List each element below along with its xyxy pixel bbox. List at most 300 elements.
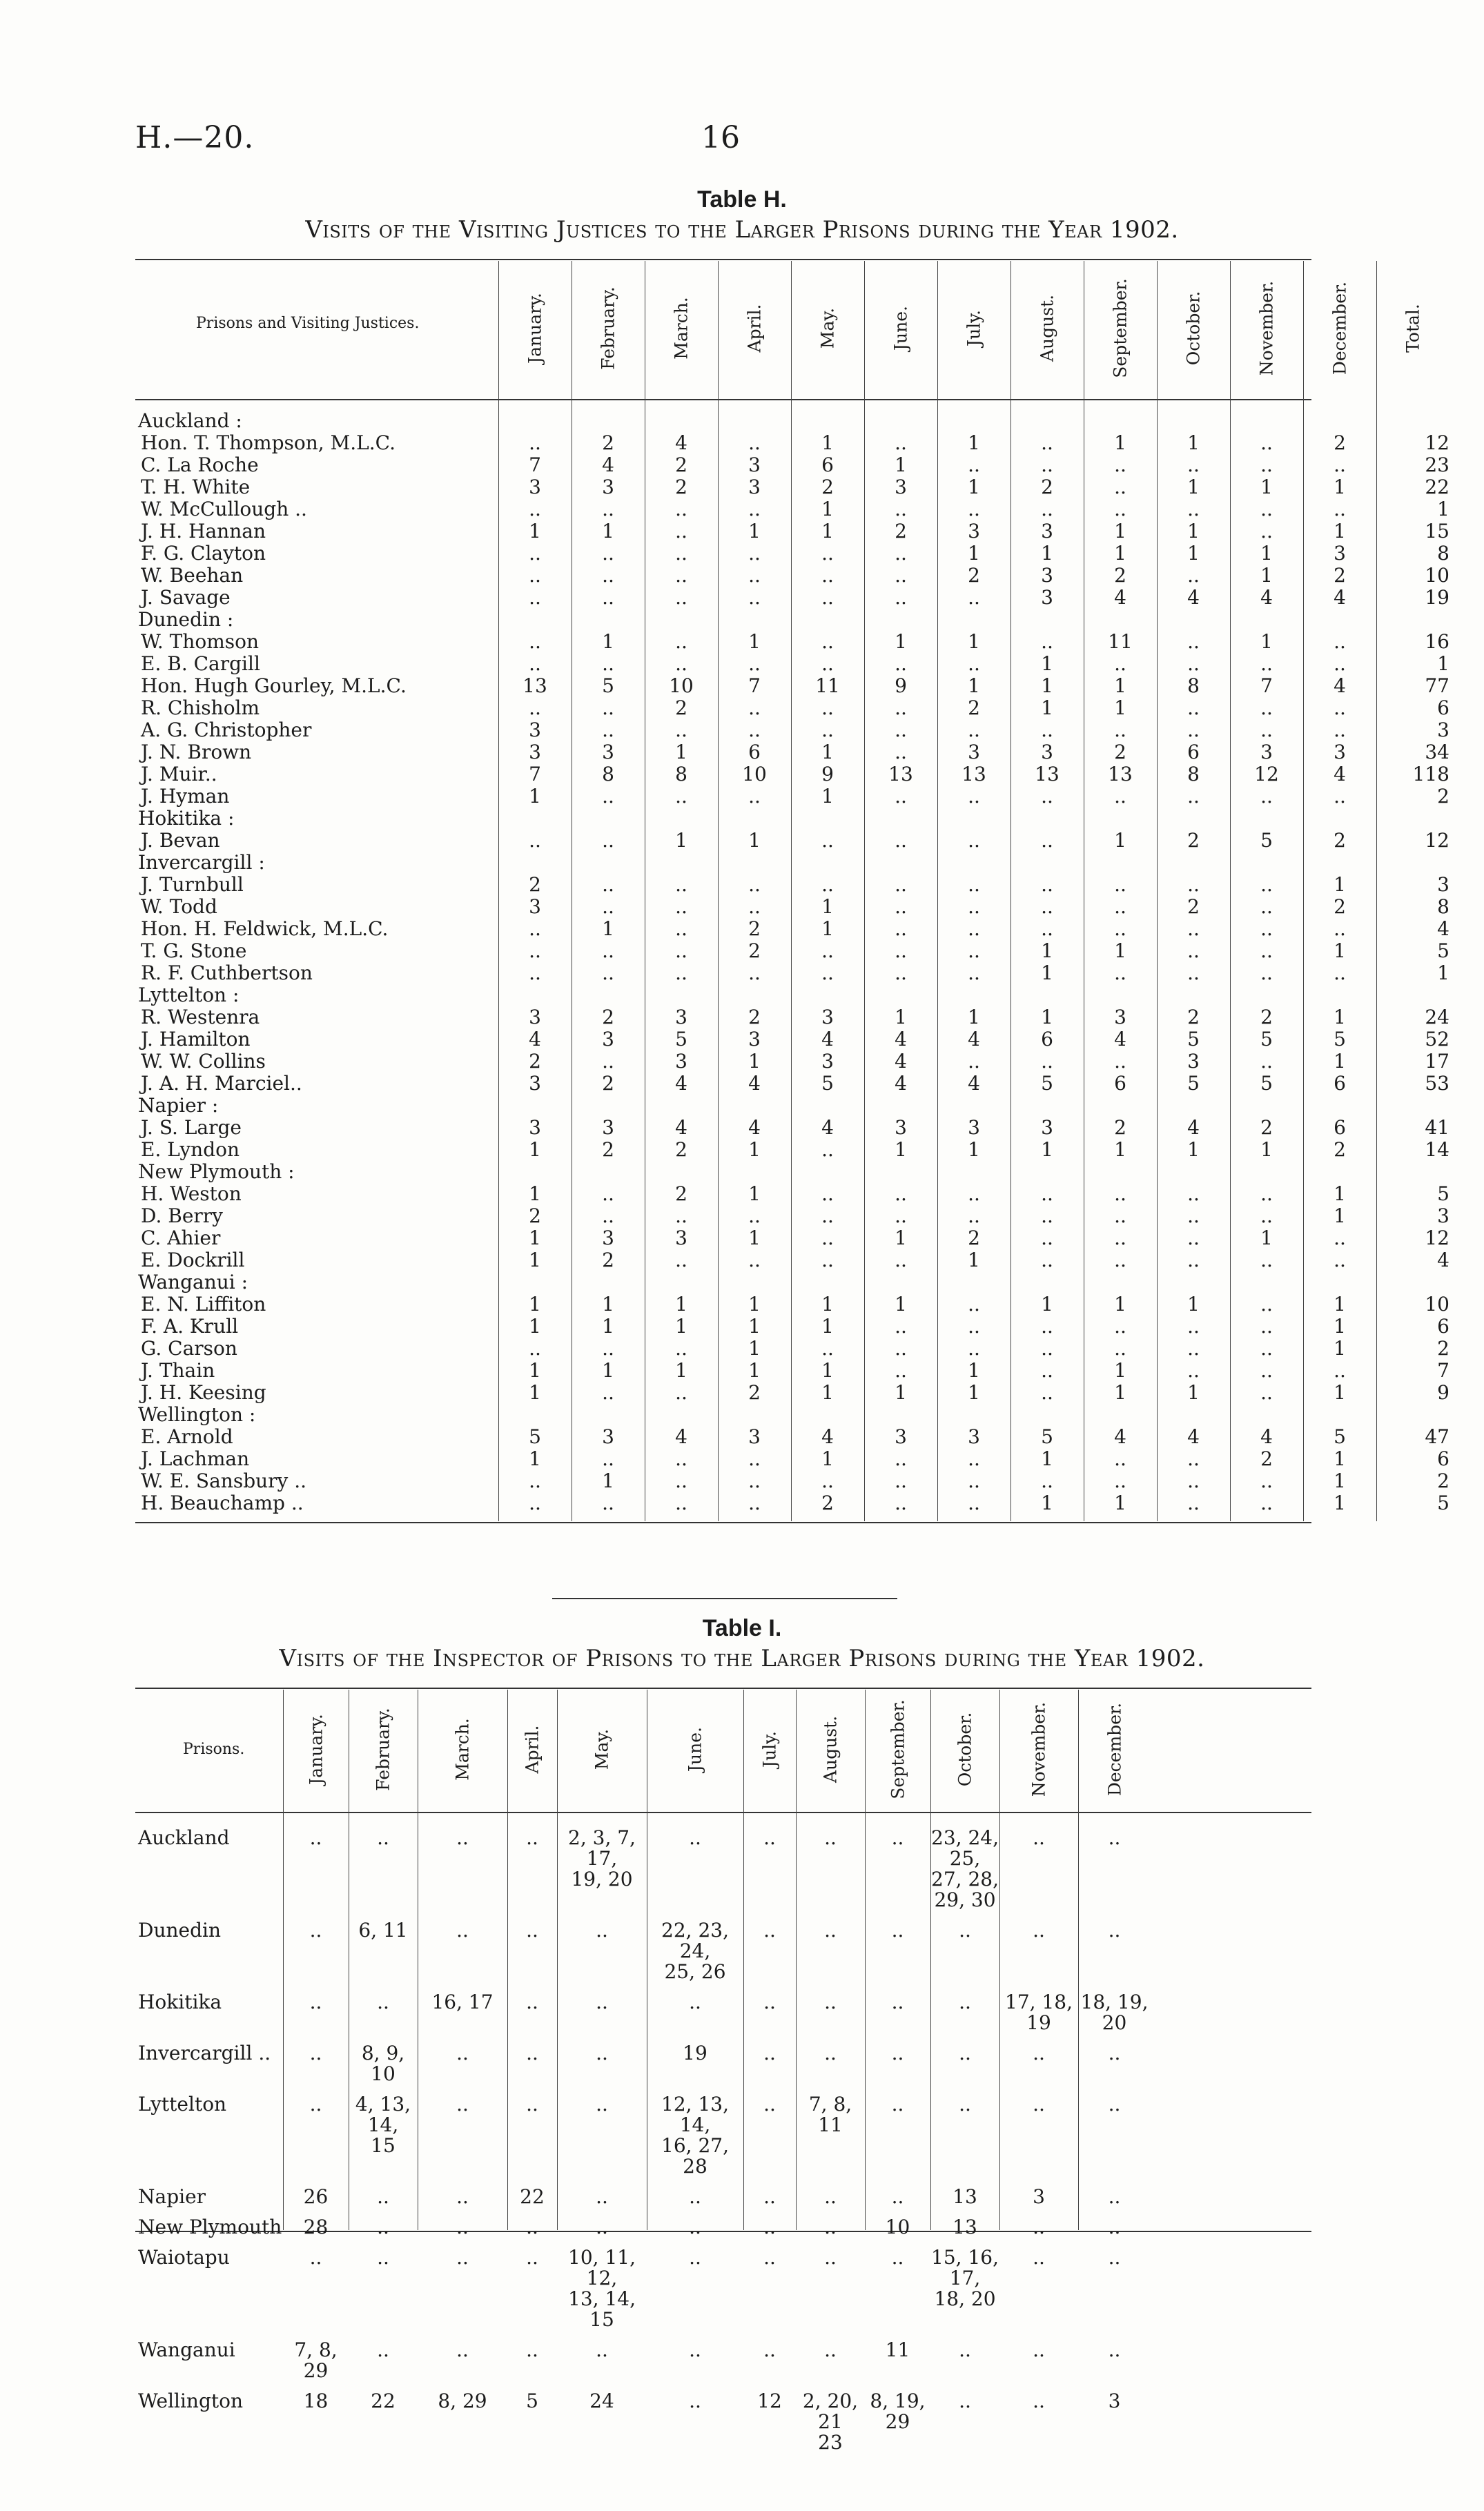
visit-count: 5: [1187, 1072, 1200, 1095]
visit-count: ..: [1187, 917, 1200, 940]
visit-days: ..: [959, 2093, 971, 2116]
row-total: [1376, 1404, 1459, 1426]
visit-count: [1303, 808, 1376, 830]
justice-name: D. Berry: [141, 1204, 223, 1227]
visit-count: ..: [1187, 1249, 1200, 1271]
table-h-row: [138, 940, 1459, 962]
table-h-row: [138, 653, 1459, 675]
visit-count: 1: [1114, 431, 1126, 454]
visit-days: ..: [456, 2185, 469, 2208]
visit-count: 7: [748, 674, 761, 697]
visit-count: 1: [529, 1182, 541, 1205]
visit-count: [1084, 609, 1157, 631]
visit-count: ..: [675, 873, 687, 896]
visit-count: 3: [1041, 520, 1053, 543]
visit-days: ..: [1108, 1919, 1121, 1942]
visit-count: ..: [895, 1204, 907, 1227]
visit-count: 3: [529, 1072, 541, 1095]
visit-count: [1303, 609, 1376, 631]
visit-count: [937, 609, 1011, 631]
table-h-row: [138, 896, 1459, 918]
visit-days: 13: [953, 2216, 977, 2238]
justice-name: J. S. Large: [141, 1116, 242, 1139]
visit-count: 1: [1334, 1315, 1346, 1338]
visit-count: ..: [895, 961, 907, 984]
visit-count: ..: [748, 586, 761, 609]
visit-count: [1011, 1404, 1084, 1426]
visit-count: 1: [1041, 542, 1053, 565]
row-total: 47: [1425, 1425, 1449, 1448]
row-total: 118: [1412, 763, 1449, 785]
visit-count: ..: [602, 1182, 614, 1205]
visit-count: ..: [895, 939, 907, 962]
visit-count: 1: [968, 1006, 980, 1028]
visit-count: ..: [1334, 1249, 1346, 1271]
visit-count: 1: [748, 1050, 761, 1073]
visit-count: 1: [1114, 1492, 1126, 1514]
visit-count: 5: [1041, 1425, 1053, 1448]
visit-count: [791, 808, 864, 830]
table-h-group-row: [138, 1271, 1459, 1293]
visit-count: ..: [675, 961, 687, 984]
justice-name: R. Westenra: [141, 1006, 260, 1028]
visit-count: 2: [675, 1138, 687, 1161]
visit-count: ..: [821, 939, 834, 962]
visit-count: [864, 808, 937, 830]
visit-count: ..: [895, 1182, 907, 1205]
visit-days: ..: [456, 2216, 469, 2238]
visit-count: ..: [1041, 453, 1053, 476]
visit-days: ..: [596, 2093, 608, 2116]
row-total: [1376, 852, 1459, 874]
visit-count: ..: [675, 630, 687, 653]
visit-count: ..: [748, 785, 761, 808]
visit-count: ..: [1260, 917, 1273, 940]
visit-count: 9: [895, 674, 907, 697]
visit-count: 6: [1187, 741, 1200, 763]
row-total: 2: [1437, 785, 1449, 808]
visit-days: 22: [371, 2390, 396, 2412]
justice-name: J. H. Keesing: [141, 1381, 266, 1404]
visit-count: [791, 984, 864, 1006]
visit-count: ..: [1334, 917, 1346, 940]
visit-count: 3: [748, 453, 761, 476]
visit-count: ..: [821, 829, 834, 852]
visit-count: [645, 852, 718, 874]
visit-count: [1011, 808, 1084, 830]
table-h-row: [138, 1249, 1459, 1271]
visit-count: 6: [821, 453, 834, 476]
visit-count: 3: [968, 1116, 980, 1139]
visit-count: [498, 609, 572, 631]
prison-name: Wellington :: [138, 1403, 256, 1426]
visit-count: ..: [968, 829, 980, 852]
visit-count: ..: [1334, 453, 1346, 476]
table-h-col-header: January.: [525, 293, 545, 364]
visit-count: 4: [675, 1072, 687, 1095]
visit-count: [572, 1095, 645, 1117]
visit-count: 1: [1187, 520, 1200, 543]
visit-count: ..: [602, 939, 614, 962]
visit-count: 1: [1041, 674, 1053, 697]
visit-count: 1: [821, 895, 834, 918]
visit-count: 3: [1041, 586, 1053, 609]
visit-count: ..: [602, 873, 614, 896]
visit-count: [1011, 609, 1084, 631]
visit-count: 1: [1334, 476, 1346, 498]
visit-count: ..: [1187, 1359, 1200, 1382]
visit-count: ..: [968, 1182, 980, 1205]
visit-days: ..: [456, 2093, 469, 2116]
visit-count: ..: [1114, 961, 1126, 984]
table-h-row: [138, 520, 1459, 543]
visit-count: ..: [895, 719, 907, 741]
visit-count: 3: [821, 1006, 834, 1028]
row-total: [1376, 410, 1459, 432]
visit-count: ..: [1260, 1469, 1273, 1492]
visit-count: ..: [895, 1359, 907, 1382]
visit-count: 2: [529, 873, 541, 896]
visit-count: ..: [675, 1447, 687, 1470]
visit-count: ..: [1187, 1447, 1200, 1470]
visit-count: ..: [821, 542, 834, 565]
visit-count: 1: [529, 1249, 541, 1271]
row-total: 1: [1437, 498, 1449, 520]
row-total: 3: [1437, 1204, 1449, 1227]
visit-count: ..: [895, 1447, 907, 1470]
visit-count: 1: [602, 1293, 614, 1316]
justice-name: T. H. White: [141, 476, 251, 498]
visit-count: 1: [529, 1359, 541, 1382]
table-i-col-header: November.: [1028, 1701, 1049, 1797]
visit-count: ..: [748, 961, 761, 984]
visit-count: ..: [968, 652, 980, 675]
visit-count: [1303, 1161, 1376, 1183]
visit-count: [498, 1404, 572, 1426]
visit-count: [1011, 852, 1084, 874]
visit-days: ..: [377, 1826, 389, 1849]
justice-name: J. Savage: [141, 586, 231, 609]
visit-count: ..: [1260, 453, 1273, 476]
visit-count: 2: [602, 431, 614, 454]
visit-count: ..: [529, 564, 541, 587]
row-total: 8: [1437, 895, 1449, 918]
table-h-row: [138, 1028, 1459, 1051]
visit-days: 13: [953, 2185, 977, 2208]
table-h-row: [138, 1227, 1459, 1249]
visit-count: 1: [895, 1227, 907, 1249]
row-total: 9: [1437, 1381, 1449, 1404]
visit-days: ..: [689, 2185, 701, 2208]
visit-count: 2: [968, 1227, 980, 1249]
visit-count: ..: [821, 630, 834, 653]
visit-count: ..: [895, 1249, 907, 1271]
table-h-row: [138, 763, 1459, 785]
visit-count: ..: [1187, 1492, 1200, 1514]
visit-days: ..: [526, 2246, 538, 2269]
visit-count: ..: [1114, 1050, 1126, 1073]
table-i-col-header: January.: [306, 1714, 326, 1785]
visit-count: 2: [1334, 829, 1346, 852]
visit-count: ..: [1260, 1182, 1273, 1205]
visit-count: [1230, 852, 1303, 874]
row-total: 52: [1425, 1028, 1449, 1051]
visit-count: 13: [523, 674, 547, 697]
visit-count: 3: [602, 1425, 614, 1448]
visit-count: 2: [895, 520, 907, 543]
visit-count: 1: [1334, 939, 1346, 962]
visit-count: 1: [748, 520, 761, 543]
visit-count: ..: [1041, 1050, 1053, 1073]
visit-count: 1: [1187, 431, 1200, 454]
visit-count: 4: [1260, 1425, 1273, 1448]
visit-count: ..: [675, 1381, 687, 1404]
visit-count: 1: [895, 630, 907, 653]
visit-count: ..: [821, 1227, 834, 1249]
visit-count: [572, 1404, 645, 1426]
row-total: 22: [1425, 476, 1449, 498]
visit-count: [718, 609, 791, 631]
visit-days: ..: [689, 1991, 701, 2013]
table-h-group-row: [138, 1161, 1459, 1183]
justice-name: E. Arnold: [141, 1425, 233, 1448]
visit-count: 1: [895, 1381, 907, 1404]
visit-count: ..: [1187, 939, 1200, 962]
table-i-row: [138, 2089, 1151, 2181]
visit-count: [937, 808, 1011, 830]
visit-count: ..: [1187, 1204, 1200, 1227]
visit-count: [718, 1271, 791, 1293]
visit-count: [498, 808, 572, 830]
row-total: [1376, 984, 1459, 1006]
visit-count: 1: [748, 829, 761, 852]
visit-days: ..: [526, 2338, 538, 2361]
visit-count: 4: [895, 1050, 907, 1073]
visit-count: ..: [1187, 652, 1200, 675]
visit-count: 1: [529, 520, 541, 543]
visit-count: ..: [529, 498, 541, 520]
row-total: 10: [1425, 564, 1449, 587]
visit-count: 5: [675, 1028, 687, 1051]
visit-count: 1: [968, 1359, 980, 1382]
visit-count: [1303, 1095, 1376, 1117]
visit-count: 2: [1334, 1138, 1346, 1161]
visit-count: ..: [1187, 630, 1200, 653]
visit-days: ..: [1108, 2246, 1121, 2269]
visit-count: 4: [1260, 586, 1273, 609]
visit-count: 4: [748, 1072, 761, 1095]
visit-count: 1: [1334, 1447, 1346, 1470]
visit-count: 2: [1334, 895, 1346, 918]
justice-name: J. Hyman: [141, 785, 230, 808]
visit-count: 1: [1114, 520, 1126, 543]
visit-count: [1303, 410, 1376, 432]
row-total: 5: [1437, 1182, 1449, 1205]
visit-count: 2: [1187, 1006, 1200, 1028]
row-total: 12: [1425, 829, 1449, 852]
visit-days: ..: [377, 2338, 389, 2361]
visit-count: 4: [821, 1425, 834, 1448]
table-h-col-header: September.: [1110, 278, 1131, 378]
visit-count: 3: [529, 719, 541, 741]
visit-count: ..: [1114, 1337, 1126, 1360]
visit-count: ..: [1260, 520, 1273, 543]
visit-count: 1: [821, 1381, 834, 1404]
visit-days: 17, 18, 19: [1005, 1991, 1073, 2034]
visit-count: 3: [1041, 741, 1053, 763]
visit-count: 4: [675, 1116, 687, 1139]
visit-count: ..: [895, 542, 907, 565]
visit-count: [1230, 1404, 1303, 1426]
visit-count: ..: [675, 542, 687, 565]
visit-days: ..: [377, 2216, 389, 2238]
visit-count: ..: [895, 586, 907, 609]
visit-count: 1: [1260, 1138, 1273, 1161]
visit-days: ..: [1108, 2042, 1121, 2064]
visit-count: ..: [675, 1204, 687, 1227]
row-total: 10: [1425, 1293, 1449, 1316]
row-total: 77: [1425, 674, 1449, 697]
justice-name: T. G. Stone: [141, 939, 247, 962]
table-h-row: [138, 1426, 1459, 1448]
visit-count: [1084, 1404, 1157, 1426]
visit-count: ..: [1334, 961, 1346, 984]
table-i-col-header: March.: [452, 1718, 473, 1781]
row-total: 3: [1437, 719, 1449, 741]
visit-count: [791, 1161, 864, 1183]
visit-count: ..: [968, 873, 980, 896]
visit-count: ..: [602, 719, 614, 741]
visit-count: ..: [1334, 630, 1346, 653]
visit-days: ..: [959, 2390, 971, 2412]
visit-count: ..: [602, 542, 614, 565]
visit-count: ..: [895, 696, 907, 719]
visit-days: ..: [1108, 2185, 1121, 2208]
visit-count: [1011, 1271, 1084, 1293]
visit-count: ..: [968, 1492, 980, 1514]
visit-count: ..: [602, 652, 614, 675]
visit-count: ..: [1260, 939, 1273, 962]
visit-count: 1: [1114, 1381, 1126, 1404]
visit-days: 16, 17: [431, 1991, 494, 2013]
table-i-col-header: February.: [373, 1708, 393, 1791]
table-h-group-row: [138, 984, 1459, 1006]
visit-count: 1: [1334, 1204, 1346, 1227]
visit-days: 19: [683, 2042, 707, 2064]
visit-count: ..: [1187, 498, 1200, 520]
table-i-col-header: October.: [955, 1712, 975, 1787]
table-h-col-header: June.: [890, 306, 911, 351]
visit-count: 1: [821, 785, 834, 808]
visit-count: 3: [968, 741, 980, 763]
table-i-col-header: December.: [1104, 1702, 1124, 1797]
visit-days: ..: [526, 2216, 538, 2238]
visit-count: 3: [1260, 741, 1273, 763]
table-i-col-header: April.: [522, 1725, 543, 1774]
visit-count: ..: [1041, 1249, 1053, 1271]
row-total: 1: [1437, 652, 1449, 675]
row-total: [1376, 808, 1459, 830]
visit-count: [572, 1271, 645, 1293]
visit-count: ..: [895, 1315, 907, 1338]
visit-count: 1: [968, 1381, 980, 1404]
visit-days: 23, 24, 25, 27, 28, 29, 30: [931, 1826, 999, 1911]
visit-count: ..: [1114, 498, 1126, 520]
table-h-group-row: [138, 1404, 1459, 1426]
visit-count: 1: [1041, 1138, 1053, 1161]
visit-count: 3: [895, 476, 907, 498]
visit-count: 3: [895, 1116, 907, 1139]
prison-name: Napier :: [138, 1094, 219, 1117]
visit-count: ..: [1187, 719, 1200, 741]
visit-count: ..: [1114, 1469, 1126, 1492]
visit-count: ..: [1187, 1315, 1200, 1338]
visit-count: ..: [748, 1249, 761, 1271]
visit-days: ..: [1033, 1826, 1045, 1849]
visit-count: 3: [1334, 741, 1346, 763]
visit-count: ..: [1114, 1204, 1126, 1227]
visit-count: ..: [1334, 719, 1346, 741]
visit-count: 4: [1114, 586, 1126, 609]
visit-count: 7: [1260, 674, 1273, 697]
row-total: 23: [1425, 453, 1449, 476]
visit-count: ..: [675, 586, 687, 609]
visit-count: 2: [1114, 564, 1126, 587]
visit-count: 1: [1114, 1138, 1126, 1161]
visit-count: 5: [529, 1425, 541, 1448]
visit-count: 13: [961, 763, 986, 785]
page-reference: H.—20.: [135, 120, 255, 155]
table-h-group-row: [138, 410, 1459, 432]
visit-count: ..: [821, 961, 834, 984]
visit-count: 5: [821, 1072, 834, 1095]
prison-name: Hokitika :: [138, 807, 235, 830]
visit-count: ..: [675, 652, 687, 675]
prison-name: Lyttelton: [138, 2093, 227, 2116]
visit-count: 1: [1187, 476, 1200, 498]
visit-count: [1157, 1271, 1230, 1293]
row-total: 4: [1437, 917, 1449, 940]
visit-count: ..: [602, 785, 614, 808]
prison-name: Hokitika: [138, 1991, 222, 2013]
visit-days: ..: [596, 2185, 608, 2208]
visit-days: ..: [891, 2042, 904, 2064]
table-h-col-header: April.: [744, 304, 765, 353]
visit-count: ..: [1041, 1227, 1053, 1249]
visit-count: ..: [1041, 873, 1053, 896]
justice-name: J. Muir..: [141, 763, 217, 785]
table-h-group-row: [138, 808, 1459, 830]
visit-days: ..: [456, 2042, 469, 2064]
visit-count: 4: [1114, 1028, 1126, 1051]
visit-days: 28: [303, 2216, 329, 2238]
visit-count: 2: [1334, 431, 1346, 454]
justice-name: F. G. Clayton: [141, 542, 266, 565]
visit-count: 2: [675, 1182, 687, 1205]
visit-days: ..: [1108, 1826, 1121, 1849]
visit-count: [645, 1161, 718, 1183]
visit-count: ..: [895, 1469, 907, 1492]
justice-name: C. Ahier: [141, 1227, 221, 1249]
row-total: 2: [1437, 1337, 1449, 1360]
visit-count: 2: [602, 1138, 614, 1161]
visit-count: 2: [821, 476, 834, 498]
visit-count: ..: [1187, 696, 1200, 719]
visit-days: ..: [824, 2216, 837, 2238]
justice-name: A. G. Christopher: [141, 719, 312, 741]
visit-count: 2: [1260, 1447, 1273, 1470]
table-h-row: [138, 498, 1459, 520]
